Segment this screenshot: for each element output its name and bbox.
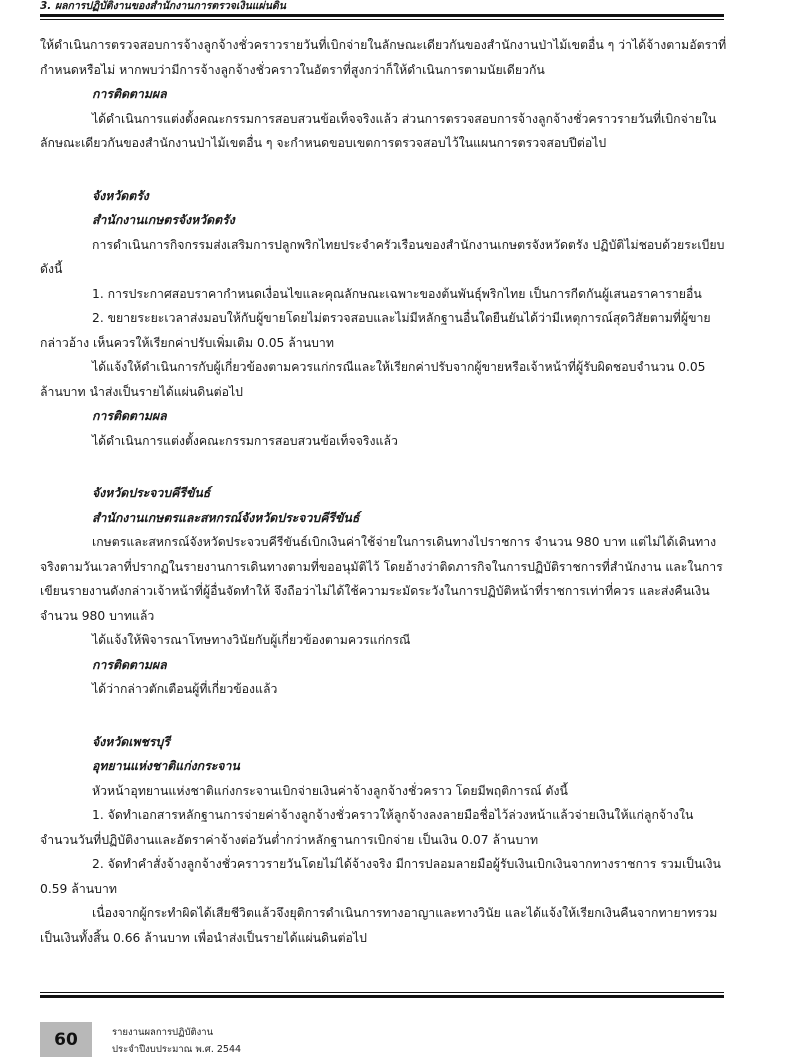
followup-heading-1: การติดตามผล bbox=[92, 87, 167, 101]
followup-text-1: ได้ดำเนินการแต่งตั้งคณะกรรมการสอบสวนข้อเท็จจริงแล้ว ส่วนการตรวจสอบการจ้างลูกจ้างชั่วคราวรายวันที่เบิกจ่ายในลักษณะเดียวกันของสำนักงานป่าไม้เขตอื่น ๆ จะกำหนดขอบเขตการตรวจสอบไว้ในแผนการตรวจสอบปีต่อไป bbox=[40, 111, 717, 150]
pbr-item-2: 2. จัดทำคำสั่งจ้างลูกจ้างชั่วคราวรายวันโดยไม่ได้จ้างจริง มีการปลอมลายมือผู้รับเงินเบิกเงินจากทางราชการ รวมเป็นเงิน 0.59 ล้านบาท bbox=[40, 857, 721, 896]
office-heading-trang: สำนักงานเกษตรจังหวัดตรัง bbox=[92, 213, 235, 227]
trang-item-2: 2. ขยายระยะเวลาส่งมอบให้กับผู้ขายโดยไม่ตรวจสอบและไม่มีหลักฐานอื่นใดยืนยันได้ว่ามีเหตุการณ์สุดวิสัยตามที่ผู้ขายกล่าวอ้าง เห็นควรให้เรียกค่าปรับเพิ่มเติม 0.05 ล้านบาท bbox=[40, 311, 711, 350]
office-heading-pkk: สำนักงานเกษตรและสหกรณ์จังหวัดประจวบคีรีขันธ์ bbox=[92, 510, 360, 525]
footer-line-2: ประจำปีงบประมาณ พ.ศ. 2544 bbox=[112, 1044, 242, 1055]
paragraph-intro: ให้ดำเนินการตรวจสอบการจ้างลูกจ้างชั่วคราวรายวันที่เบิกจ่ายในลักษณะเดียวกันของสำนักงานป่าไม้เขตอื่น ๆ ว่าได้จ้างตามอัตราที่กำหนดหรือไม่ หากพบว่ามีการจ้างลูกจ้างชั่วคราวในอัตราที่สูงกว่าก็ให้ดำเนินการตามนัยเดียวกัน bbox=[40, 38, 727, 77]
pbr-intro: หัวหน้าอุทยานแห่งชาติแก่งกระจานเบิกจ่ายเงินค่าจ้างลูกจ้างชั่วคราว โดยมีพฤติการณ์ ดังนี้ bbox=[92, 783, 568, 798]
header-rule-thin bbox=[40, 19, 724, 20]
footer-rule-thin bbox=[40, 992, 724, 993]
trang-notice: ได้แจ้งให้ดำเนินการกับผู้เกี่ยวข้องตามควรแก่กรณีและให้เรียกค่าปรับจากผู้ขายหรือเจ้าหน้าที่ผู้รับผิดชอบจำนวน 0.05 ล้านบาท นำส่งเป็นรายได้แผ่นดินต่อไป bbox=[40, 360, 706, 399]
page-number: 60 bbox=[54, 1029, 78, 1050]
followup-heading-2: การติดตามผล bbox=[92, 409, 167, 423]
document-body bbox=[40, 33, 730, 950]
footer-rule-thick bbox=[40, 995, 724, 998]
province-heading-pkk: จังหวัดประจวบคีรีขันธ์ bbox=[92, 486, 211, 500]
section-gap bbox=[40, 156, 730, 184]
office-heading-pbr: อุทยานแห่งชาติแก่งกระจาน bbox=[92, 759, 240, 773]
pkk-text: เกษตรและสหกรณ์จังหวัดประจวบคีรีขันธ์เบิกเงินค่าใช้จ่ายในการเดินทางไปราชการ จำนวน 980 บาท แต่ไม่ได้เดินทางจริงตามวันเวลาที่ปรากฏในรายงานการเดินทางตามที่ขออนุมัติไว้ โดยอ้างว่าติดภารกิจในการปฏิบัติราชการที่สำนักงาน และในการเขียนรายงานดังกล่าวเจ้าหน้าที่ผู้อื่นจัดทำให้ จึงถือว่าไม่ได้ใช้ความระมัดระวังในการปฏิบัติหน้าที่ราชการเท่าที่ควร และส่งคืนเงิน จำนวน 980 บาทแล้ว bbox=[40, 535, 723, 623]
footer-line-1: รายงานผลการปฏิบัติงาน bbox=[112, 1027, 214, 1038]
province-heading-trang: จังหวัดตรัง bbox=[92, 188, 149, 203]
header-title: 3. ผลการปฏิบัติงานของสำนักงานการตรวจเงินแผ่นดิน bbox=[40, 0, 286, 12]
followup-text-2: ได้ดำเนินการแต่งตั้งคณะกรรมการสอบสวนข้อเท็จจริงแล้ว bbox=[92, 433, 398, 448]
section-gap bbox=[40, 702, 730, 730]
followup-heading-3: การติดตามผล bbox=[92, 657, 167, 672]
trang-item-1: 1. การประกาศสอบราคากำหนดเงื่อนไขและคุณลักษณะเฉพาะของต้นพันธุ์พริกไทย เป็นการกีดกันผู้เสนอราคารายอื่น bbox=[92, 286, 702, 301]
pbr-text: เนื่องจากผู้กระทำผิดได้เสียชีวิตแล้วจึงยุติการดำเนินการทางอาญาและทางวินัย และได้แจ้งให้เรียกเงินคืนจากทายาทรวมเป็นเงินทั้งสิ้น 0.66 ล้านบาท เพื่อนำส่งเป็นรายได้แผ่นดินต่อไป bbox=[40, 906, 718, 945]
trang-intro: การดำเนินการกิจกรรมส่งเสริมการปลูกพริกไทยประจำครัวเรือนของสำนักงานเกษตรจังหวัดตรัง ปฏิบัติไม่ชอบด้วยระเบียบ ดังนี้ bbox=[40, 237, 725, 276]
section-gap bbox=[40, 453, 730, 481]
pbr-item-1: 1. จัดทำเอกสารหลักฐานการจ่ายค่าจ้างลูกจ้างชั่วคราวให้ลูกจ้างลงลายมือชื่อไว้ล่วงหน้าแล้วจ่ายเงินให้แก่ลูกจ้างในจำนวนวันที่ปฏิบัติงานและอัตราค่าจ้างต่อวันต่ำกว่าหลักฐานการเบิกจ่าย เป็นเงิน 0.07 ล้านบาท bbox=[40, 808, 694, 847]
footer-caption bbox=[112, 1024, 241, 1058]
page-number-badge bbox=[40, 1022, 92, 1057]
followup-text-3: ได้ว่ากล่าวตักเตือนผู้ที่เกี่ยวข้องแล้ว bbox=[92, 682, 278, 696]
pkk-notice: ได้แจ้งให้พิจารณาโทษทางวินัยกับผู้เกี่ยวข้องตามควรแก่กรณี bbox=[92, 633, 411, 647]
province-heading-pbr: จังหวัดเพชรบุรี bbox=[92, 734, 170, 749]
header-rule-thick bbox=[40, 14, 724, 17]
